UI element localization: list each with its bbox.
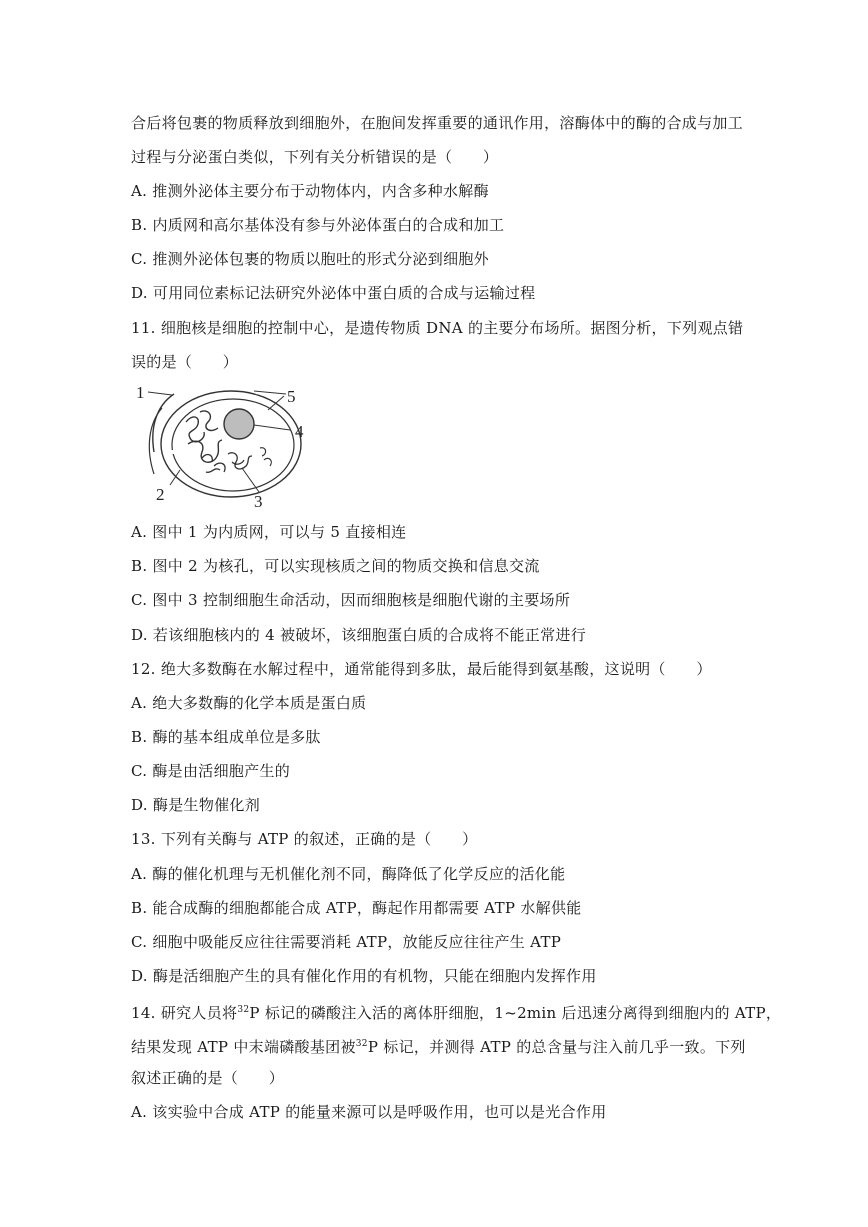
label-1: 1 — [136, 383, 145, 402]
nucleus-diagram — [136, 382, 316, 512]
option-d: D. 可用同位素标记法研究外泌体中蛋白质的合成与运输过程 — [131, 284, 536, 302]
question-13-stem: 13. 下列有关酶与 ATP 的叙述，正确的是（ ） — [131, 830, 478, 848]
option-a: A. 该实验中合成 ATP 的能量来源可以是呼吸作用，也可以是光合作用 — [131, 1103, 607, 1121]
question-11-stem-cont: 误的是（ ） — [131, 353, 239, 371]
option-a: A. 推测外泌体主要分布于动物体内，内含多种水解酶 — [131, 182, 489, 200]
option-a: A. 绝大多数酶的化学本质是蛋白质 — [131, 694, 367, 712]
question-14-stem-cont: 叙述正确的是（ ） — [131, 1069, 285, 1087]
option-c: C. 图中 3 控制细胞生命活动，因而细胞核是细胞代谢的主要场所 — [131, 591, 571, 609]
option-c: C. 细胞中吸能反应往往需要消耗 ATP，放能反应往往产生 ATP — [131, 933, 562, 951]
option-b: B. 内质网和高尔基体没有参与外泌体蛋白的合成和加工 — [131, 216, 505, 234]
option-b: B. 能合成酶的细胞都能合成 ATP，酶起作用都需要 ATP 水解供能 — [131, 899, 582, 917]
text-run: P 标记的磷酸注入活的离体肝细胞，1~2min 后迅速分离得到细胞内的 ATP， — [249, 1004, 782, 1022]
label-2: 2 — [156, 485, 165, 504]
superscript: 32 — [355, 1039, 368, 1049]
question-14-stem-cont — [131, 1034, 771, 1057]
option-d: D. 若该细胞核内的 4 被破坏，该细胞蛋白质的合成将不能正常进行 — [131, 626, 587, 644]
label-4: 4 — [295, 422, 304, 441]
option-c: C. 酶是由活细胞产生的 — [131, 762, 291, 780]
question-11-stem: 11. 细胞核是细胞的控制中心，是遗传物质 DNA 的主要分布场所。据图分析，下列观点错 — [131, 319, 744, 337]
option-c: C. 推测外泌体包裹的物质以胞吐的形式分泌到细胞外 — [131, 250, 489, 268]
text-run: 14. 研究人员将 — [131, 1004, 238, 1022]
question-14-stem — [131, 1000, 782, 1023]
label-5: 5 — [287, 387, 296, 406]
text-line: 过程与分泌蛋白类似，下列有关分析错误的是（ ） — [131, 148, 499, 166]
text-line: 合后将包裹的物质释放到细胞外，在胞间发挥重要的通讯作用，溶酶体中的酶的合成与加工 — [131, 114, 744, 132]
superscript: 32 — [237, 1005, 250, 1015]
option-a: A. 图中 1 为内质网，可以与 5 直接相连 — [131, 523, 407, 541]
option-a: A. 酶的催化机理与无机催化剂不同，酶降低了化学反应的活化能 — [131, 865, 566, 883]
text-run: 结果发现 ATP 中末端磷酸基团被 — [131, 1038, 356, 1056]
label-3: 3 — [254, 492, 263, 511]
option-d: D. 酶是活细胞产生的具有催化作用的有机物，只能在细胞内发挥作用 — [131, 967, 597, 985]
option-b: B. 图中 2 为核孔，可以实现核质之间的物质交换和信息交流 — [131, 557, 540, 575]
question-12-stem: 12. 绝大多数酶在水解过程中，通常能得到多肽，最后能得到氨基酸，这说明（ ） — [131, 660, 712, 678]
text-run: P 标记，并测得 ATP 的总含量与注入前几乎一致。下列 — [367, 1038, 746, 1056]
option-b: B. 酶的基本组成单位是多肽 — [131, 728, 321, 746]
option-d: D. 酶是生物催化剂 — [131, 796, 261, 814]
